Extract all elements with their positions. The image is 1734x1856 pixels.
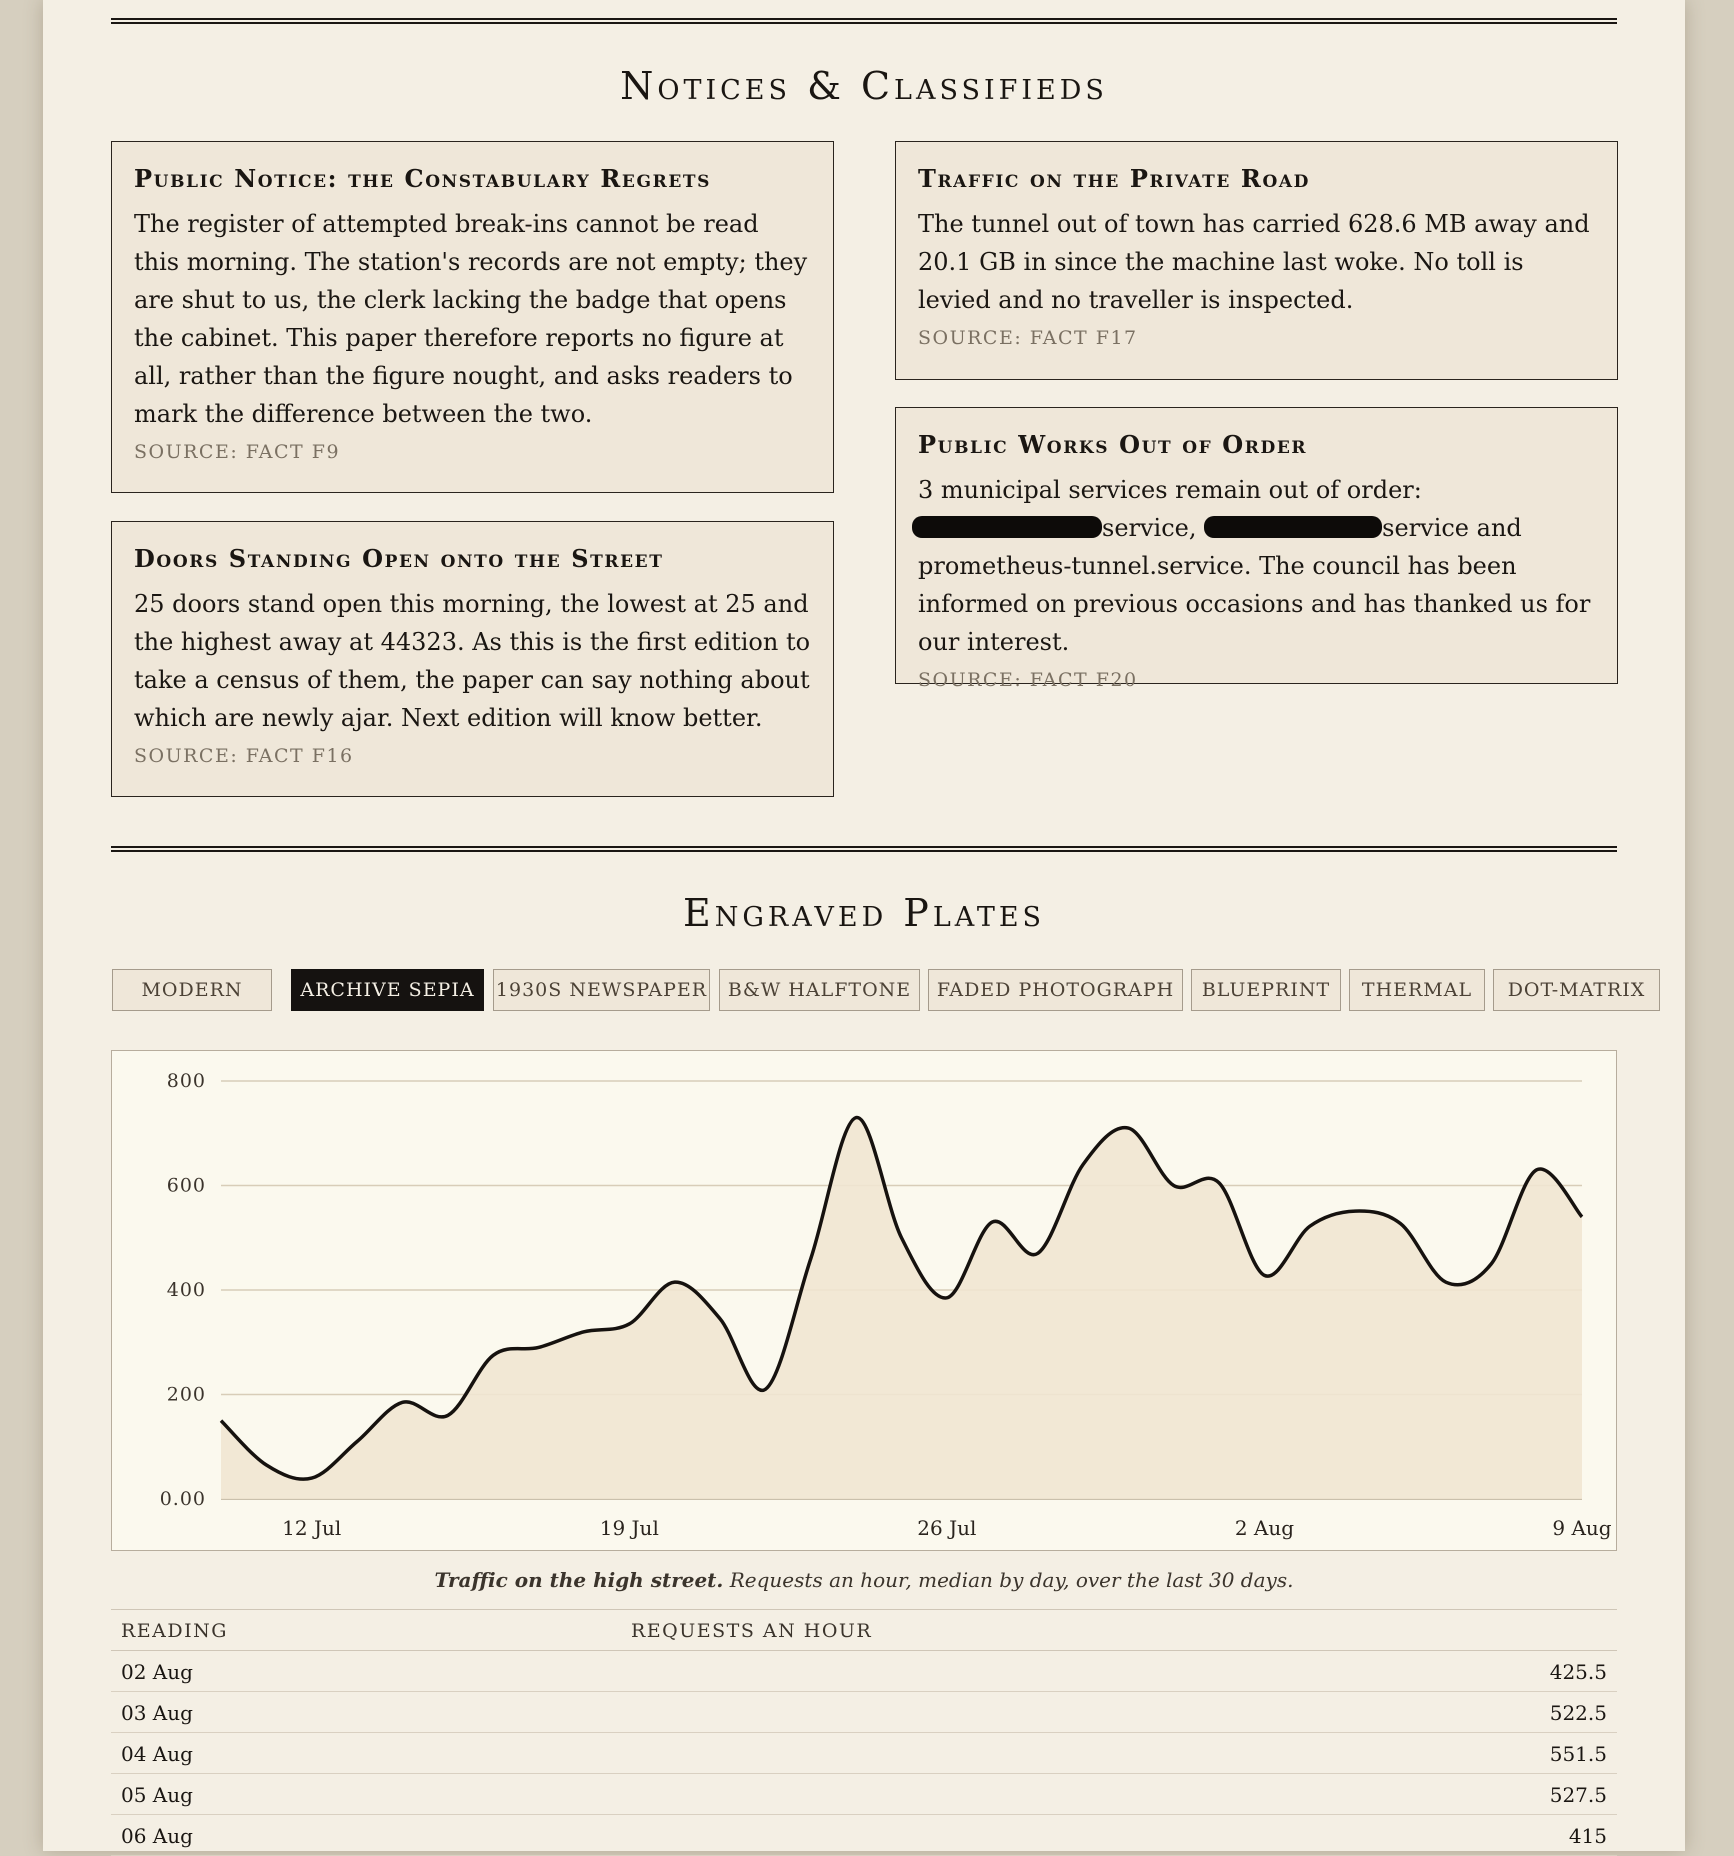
x-tick-label: 2 Aug bbox=[1234, 1516, 1295, 1540]
chart-caption bbox=[43, 1568, 1685, 1592]
tab-faded-photograph[interactable]: FADED PHOTOGRAPH bbox=[928, 969, 1183, 1011]
notice-body-tail: prometheus-tunnel.service. The council has been informed on previous occasions and has thanked us for our interest. bbox=[918, 552, 1591, 656]
reading-date: 03 Aug bbox=[111, 1692, 621, 1733]
notice-open-doors bbox=[111, 521, 834, 797]
caption-text: Requests an hour, median by day, over the last 30 days. bbox=[723, 1568, 1294, 1592]
table-row bbox=[111, 1651, 1617, 1692]
reading-value: 415 bbox=[1517, 1815, 1617, 1856]
notice-heading: Traffic on the Private Road bbox=[918, 164, 1310, 193]
table-row bbox=[111, 1733, 1617, 1774]
y-tick-label: 600 bbox=[166, 1174, 206, 1197]
notice-constabulary bbox=[111, 141, 834, 493]
area-fill bbox=[221, 1117, 1582, 1499]
notice-source: SOURCE: FACT F16 bbox=[134, 745, 354, 767]
traffic-chart-svg bbox=[112, 1051, 1615, 1549]
spacer bbox=[621, 1815, 1517, 1856]
notice-source: SOURCE: FACT F17 bbox=[918, 327, 1138, 349]
notice-body-lead: 3 municipal services remain out of order: bbox=[918, 476, 1422, 504]
tab-modern[interactable]: MODERN bbox=[112, 969, 272, 1011]
notice-source: SOURCE: FACT F9 bbox=[134, 441, 341, 463]
spacer bbox=[621, 1651, 1517, 1692]
reading-date: 06 Aug bbox=[111, 1815, 621, 1856]
tab-thermal[interactable]: THERMAL bbox=[1349, 969, 1485, 1011]
notice-private-road bbox=[895, 141, 1618, 380]
service-name: service and bbox=[1382, 514, 1522, 542]
newspaper-page bbox=[43, 0, 1685, 1851]
tab-dot-matrix[interactable]: DOT-MATRIX bbox=[1493, 969, 1660, 1011]
table-row bbox=[111, 1774, 1617, 1815]
notice-body: The tunnel out of town has carried 628.6 MB away and 20.1 GB in since the machine last woke. No toll is levied and no traveller is inspected. bbox=[918, 210, 1590, 314]
notice-body: The register of attempted break-ins cannot be read this morning. The station's records are not empty; they are shut to us, the clerk lacking the badge that opens the cabinet. This paper therefore reports no figure at all, rather than the figure nought, and asks readers to mark the difference between the two. bbox=[134, 210, 808, 428]
notice-heading: Doors Standing Open onto the Street bbox=[134, 544, 664, 573]
redaction-mark bbox=[1204, 516, 1382, 538]
x-tick-label: 12 Jul bbox=[282, 1516, 342, 1540]
column-header-spacer bbox=[1517, 1610, 1617, 1651]
notice-heading: Public Notice: the Constabulary Regrets bbox=[134, 164, 712, 193]
reading-date: 02 Aug bbox=[111, 1651, 621, 1692]
x-tick-label: 26 Jul bbox=[917, 1516, 977, 1540]
notice-source: SOURCE: FACT F20 bbox=[918, 669, 1138, 691]
caption-title: Traffic on the high street. bbox=[434, 1568, 724, 1592]
reading-value: 425.5 bbox=[1517, 1651, 1617, 1692]
reading-date: 04 Aug bbox=[111, 1733, 621, 1774]
y-tick-label: 400 bbox=[166, 1279, 206, 1301]
y-tick-label: 0.00 bbox=[159, 1488, 206, 1510]
x-tick-label: 19 Jul bbox=[599, 1516, 659, 1540]
tab-archive-sepia[interactable]: ARCHIVE SEPIA bbox=[291, 969, 484, 1011]
redaction-mark bbox=[912, 516, 1102, 538]
reading-value: 527.5 bbox=[1517, 1774, 1617, 1815]
x-tick-label: 9 Aug bbox=[1552, 1516, 1612, 1540]
notice-body bbox=[918, 471, 1595, 661]
reading-value: 551.5 bbox=[1517, 1733, 1617, 1774]
tab-bw-halftone[interactable]: B&W HALFTONE bbox=[719, 969, 920, 1011]
reading-date: 05 Aug bbox=[111, 1774, 621, 1815]
traffic-chart bbox=[111, 1050, 1617, 1551]
y-tick-label: 800 bbox=[166, 1070, 206, 1092]
table-row bbox=[111, 1692, 1617, 1733]
table-row bbox=[111, 1815, 1617, 1856]
spacer bbox=[621, 1733, 1517, 1774]
table-header-row bbox=[111, 1610, 1617, 1651]
spacer bbox=[621, 1692, 1517, 1733]
section-divider bbox=[111, 18, 1617, 24]
plates-title: Engraved Plates bbox=[682, 891, 1046, 935]
readings-table bbox=[111, 1609, 1617, 1856]
y-tick-label: 200 bbox=[166, 1383, 206, 1406]
notice-public-works bbox=[895, 407, 1618, 691]
section-divider bbox=[111, 846, 1617, 852]
reading-value: 522.5 bbox=[1517, 1692, 1617, 1733]
notice-heading: Public Works Out of Order bbox=[918, 430, 1308, 459]
column-header-reading: READING bbox=[111, 1610, 621, 1651]
tab-1930s-newspaper[interactable]: 1930S NEWSPAPER bbox=[493, 969, 710, 1011]
tab-blueprint[interactable]: BLUEPRINT bbox=[1191, 969, 1341, 1011]
notices-title: Notices & Classifieds bbox=[620, 64, 1108, 108]
service-name: service, bbox=[1102, 514, 1197, 542]
spacer bbox=[621, 1774, 1517, 1815]
column-header-requests: REQUESTS AN HOUR bbox=[621, 1610, 1517, 1651]
notice-body: 25 doors stand open this morning, the lowest at 25 and the highest away at 44323. As this is the first edition to take a census of them, the paper can say nothing about which are newly ajar. Next edition will know better. bbox=[134, 590, 811, 732]
